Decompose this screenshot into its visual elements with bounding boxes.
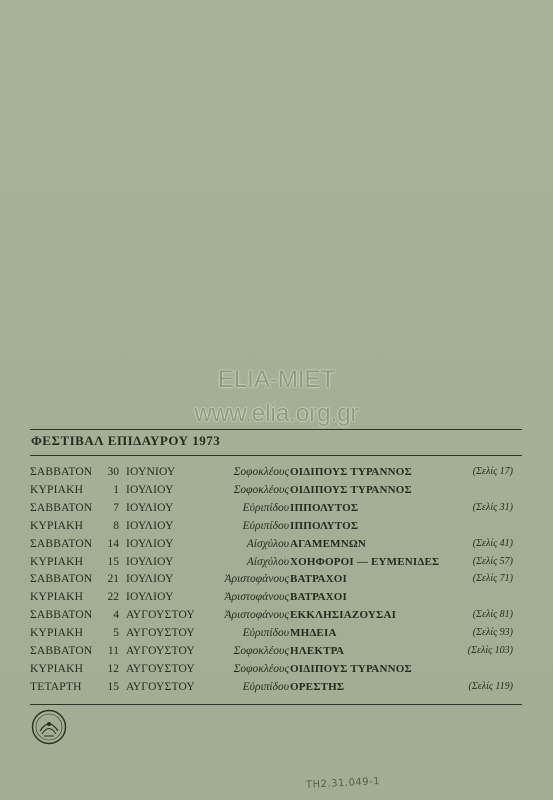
schedule-month: ΑΥΓΟΥΣΤΟΥ xyxy=(126,627,195,640)
schedule-title: ΧΟΗΦΟΡΟΙ — ΕΥΜΕΝΙΔΕΣ xyxy=(290,555,440,568)
schedule-date: 8 xyxy=(113,519,119,532)
schedule-author: Αἰσχύλου xyxy=(246,555,289,568)
schedule-date: 12 xyxy=(107,662,119,675)
schedule-title: ΟΙΔΙΠΟΥΣ ΤΥΡΑΝΝΟΣ xyxy=(290,662,412,675)
schedule-row xyxy=(0,520,553,538)
schedule-date: 4 xyxy=(113,609,119,622)
watermark-title: ELIA-MIET xyxy=(217,366,336,393)
schedule-day: ΚΥΡΙΑΚΗ xyxy=(30,627,84,640)
schedule-author: Εὐριπίδου xyxy=(242,627,289,640)
schedule-date: 1 xyxy=(113,483,119,496)
schedule-title: ΙΠΠΟΛΥΤΟΣ xyxy=(290,501,359,514)
festival-heading: ΦΕΣΤΙΒΑΛ ΕΠΙΔΑΥΡΟΥ 1973 xyxy=(31,433,221,448)
schedule-row xyxy=(0,502,553,520)
schedule-author: Ἀριστοφάνους xyxy=(224,609,289,622)
schedule-page-ref: (Σελίς 119) xyxy=(468,680,513,692)
schedule-day: ΣΑΒΒΑΤΟΝ xyxy=(30,609,93,622)
watermark-url: www.elia.org.gr xyxy=(194,400,359,427)
schedule-row xyxy=(0,484,553,502)
schedule-row xyxy=(0,538,553,556)
schedule-page-ref: (Σελίς 93) xyxy=(472,627,513,639)
schedule-author: Ἀριστοφάνους xyxy=(224,573,289,586)
schedule-date: 15 xyxy=(107,555,119,568)
schedule-date: 22 xyxy=(107,591,119,604)
schedule-day: ΚΥΡΙΑΚΗ xyxy=(30,555,84,568)
schedule-page-ref: (Σελίς 81) xyxy=(472,609,513,621)
schedule-day: ΚΥΡΙΑΚΗ xyxy=(30,662,84,675)
schedule-day: ΣΑΒΒΑΤΟΝ xyxy=(30,466,93,478)
schedule-author: Σοφοκλέους xyxy=(233,645,289,657)
schedule-month: ΙΟΥΝΙΟΥ xyxy=(126,466,176,478)
schedule-title: ΙΠΠΟΛΥΤΟΣ xyxy=(290,519,359,532)
schedule-page-ref: (Σελίς 71) xyxy=(472,573,513,585)
schedule-month: ΑΥΓΟΥΣΤΟΥ xyxy=(126,680,195,693)
schedule-day: ΣΑΒΒΑΤΟΝ xyxy=(30,501,93,514)
schedule-day: ΣΑΒΒΑΤΟΝ xyxy=(30,573,93,586)
archive-code: ΤΗ2.31.049-1 xyxy=(305,776,381,791)
schedule-author: Σοφοκλέους xyxy=(233,662,289,675)
schedule-month: ΙΟΥΛΙΟΥ xyxy=(126,519,174,532)
schedule-author: Εὐριπίδου xyxy=(242,519,289,532)
schedule-month: ΑΥΓΟΥΣΤΟΥ xyxy=(126,662,195,675)
schedule-author: Εὐριπίδου xyxy=(242,501,289,514)
schedule-row xyxy=(0,591,553,609)
schedule-author: Αἰσχύλου xyxy=(246,537,289,550)
schedule-title: ΟΙΔΙΠΟΥΣ ΤΥΡΑΝΝΟΣ xyxy=(290,466,412,478)
schedule-title: ΜΗΔΕΙΑ xyxy=(290,627,337,640)
schedule-row xyxy=(0,573,553,591)
schedule-page-ref: (Σελίς 103) xyxy=(467,645,513,656)
bottom-rule xyxy=(30,704,522,705)
schedule-month: ΙΟΥΛΙΟΥ xyxy=(126,555,174,568)
schedule-row xyxy=(0,556,553,574)
top-rule xyxy=(30,429,522,430)
schedule-title: ΟΡΕΣΤΗΣ xyxy=(290,680,345,693)
schedule-month: ΑΥΓΟΥΣΤΟΥ xyxy=(126,609,195,622)
schedule-author: Ἀριστοφάνους xyxy=(224,591,289,604)
schedule-page-ref: (Σελίς 17) xyxy=(472,466,513,477)
schedule-row xyxy=(0,627,553,645)
schedule-row xyxy=(0,466,553,484)
schedule-title: ΕΚΚΛΗΣΙΑΖΟΥΣΑΙ xyxy=(290,609,397,622)
schedule-row xyxy=(0,663,553,681)
schedule-month: ΙΟΥΛΙΟΥ xyxy=(126,483,174,496)
schedule-date: 21 xyxy=(107,573,119,586)
schedule-title: ΒΑΤΡΑΧΟΙ xyxy=(290,573,347,586)
schedule-row xyxy=(0,681,553,699)
schedule-date: 7 xyxy=(113,501,119,514)
schedule-title: ΒΑΤΡΑΧΟΙ xyxy=(290,591,347,604)
schedule-row xyxy=(0,609,553,627)
schedule-day: ΚΥΡΙΑΚΗ xyxy=(30,519,84,532)
heading-rule xyxy=(30,455,522,456)
schedule-month: ΙΟΥΛΙΟΥ xyxy=(126,591,174,604)
schedule-title: ΑΓΑΜΕΜΝΩΝ xyxy=(290,537,367,550)
schedule-page-ref: (Σελίς 31) xyxy=(472,501,513,513)
schedule-month: ΙΟΥΛΙΟΥ xyxy=(126,537,174,550)
schedule-author: Σοφοκλέους xyxy=(233,483,289,496)
schedule-author: Εὐριπίδου xyxy=(242,680,289,693)
schedule-month: ΙΟΥΛΙΟΥ xyxy=(126,573,174,586)
schedule-row xyxy=(0,645,553,663)
schedule-page-ref: (Σελίς 41) xyxy=(472,537,513,549)
schedule-page-ref: (Σελίς 57) xyxy=(472,555,513,567)
schedule-day: ΚΥΡΙΑΚΗ xyxy=(30,591,84,604)
schedule-day: ΣΑΒΒΑΤΟΝ xyxy=(30,645,93,657)
schedule-date: 5 xyxy=(113,627,119,640)
schedule-author: Σοφοκλέους xyxy=(233,466,289,478)
schedule-date: 30 xyxy=(107,466,119,478)
schedule-date: 15 xyxy=(107,680,119,693)
schedule-day: ΤΕΤΑΡΤΗ xyxy=(30,680,82,693)
theatre-seal-icon xyxy=(31,709,67,745)
schedule-date: 14 xyxy=(107,537,119,550)
schedule-day: ΚΥΡΙΑΚΗ xyxy=(30,483,84,496)
schedule-title: ΟΙΔΙΠΟΥΣ ΤΥΡΑΝΝΟΣ xyxy=(290,483,412,496)
schedule-day: ΣΑΒΒΑΤΟΝ xyxy=(30,537,93,550)
schedule-month: ΙΟΥΛΙΟΥ xyxy=(126,501,174,514)
schedule-title: ΗΛΕΚΤΡΑ xyxy=(290,645,345,657)
schedule-date: 11 xyxy=(107,645,119,657)
schedule-month: ΑΥΓΟΥΣΤΟΥ xyxy=(126,645,195,657)
